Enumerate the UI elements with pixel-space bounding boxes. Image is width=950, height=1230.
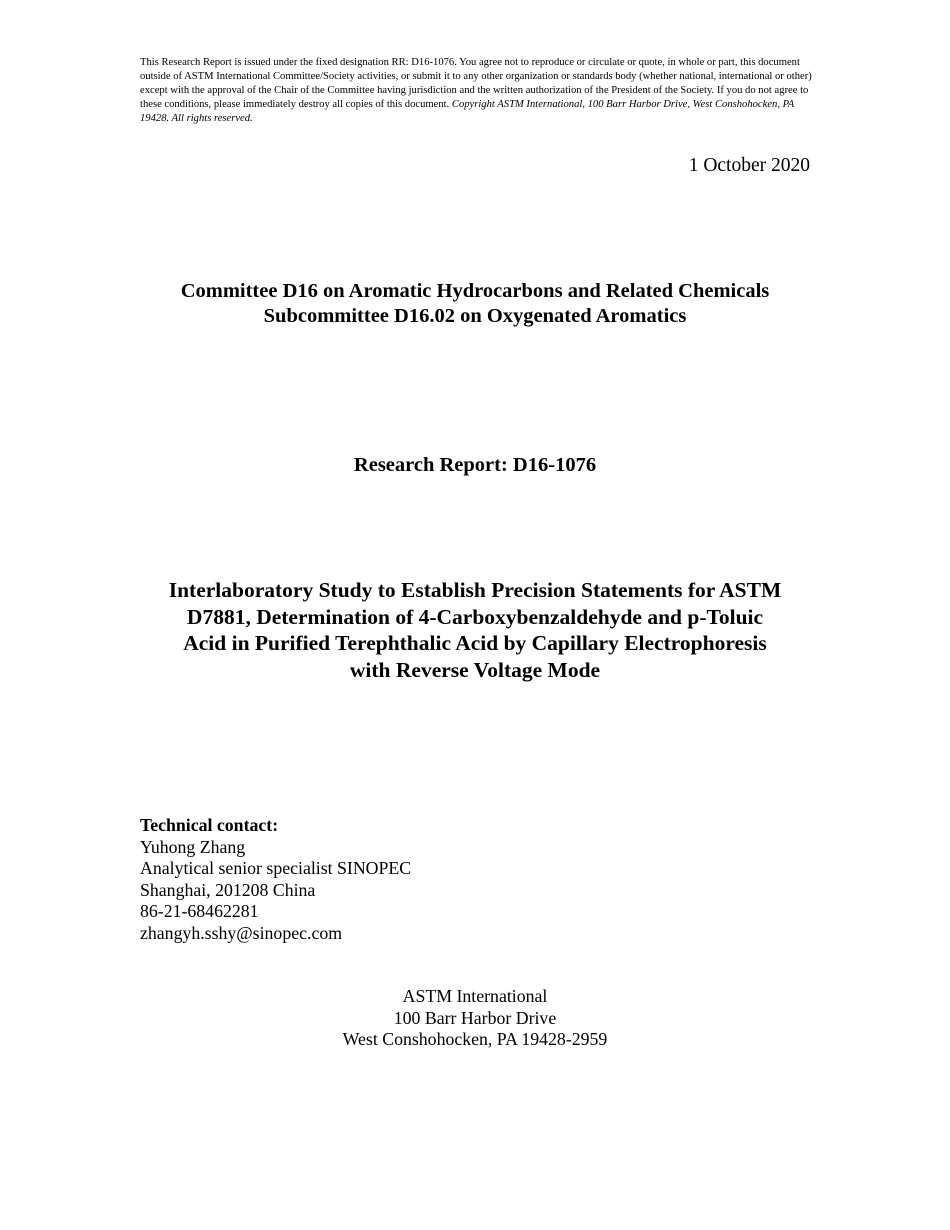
astm-city: West Conshohocken, PA 19428-2959	[342, 1029, 608, 1050]
study-title-line: with Reverse Voltage Mode	[349, 657, 601, 682]
usage-notice-text: This Research Report is issued under the fixed designation RR: D16-1076. You agree not to reproduce or circulate or quote, in whole or part, this document outside of ASTM International Committee/Society activities, or submit it to any other organization or standards body (whether national, international or other) except with the approval of the Chair of the Committee having jurisdiction and the written authorization of the President of the Society. If you do not agree to these conditions, please immediately destroy all copies of this document.	[140, 57, 812, 110]
copyright-notice: Copyright ASTM International, 100 Barr Harbor Drive, West Conshohocken, PA 19428. All rights reserved.	[140, 99, 795, 124]
astm-street: 100 Barr Harbor Drive	[393, 1007, 557, 1028]
contact-email: zhangyh.sshy@sinopec.com	[140, 922, 343, 943]
astm-organization: ASTM International	[402, 986, 548, 1006]
study-title-line: D7881, Determination of 4-Carboxybenzaldehyde and p-Toluic	[186, 604, 764, 629]
research-report-number: Research Report: D16-1076	[353, 454, 597, 476]
subcommittee-name: Subcommittee D16.02 on Oxygenated Aromatics	[263, 305, 687, 327]
astm-address-block	[0, 986, 950, 1051]
study-title-line: Acid in Purified Terephthalic Acid by Capillary Electrophoresis	[183, 631, 767, 655]
contact-phone: 86-21-68462281	[140, 901, 259, 922]
contact-location: Shanghai, 201208 China	[140, 879, 316, 900]
study-title-line: Interlaboratory Study to Establish Precision Statements for ASTM	[168, 578, 782, 602]
study-title	[0, 577, 950, 683]
committee-name: Committee D16 on Aromatic Hydrocarbons and Related Chemicals	[180, 280, 770, 302]
technical-contact-block	[140, 815, 411, 945]
contact-name: Yuhong Zhang	[140, 836, 246, 857]
committee-heading	[0, 279, 950, 329]
technical-contact-heading: Technical contact:	[140, 815, 279, 835]
usage-notice	[140, 56, 812, 126]
report-date: 1 October 2020	[688, 155, 810, 176]
contact-title: Analytical senior specialist SINOPEC	[140, 858, 412, 879]
